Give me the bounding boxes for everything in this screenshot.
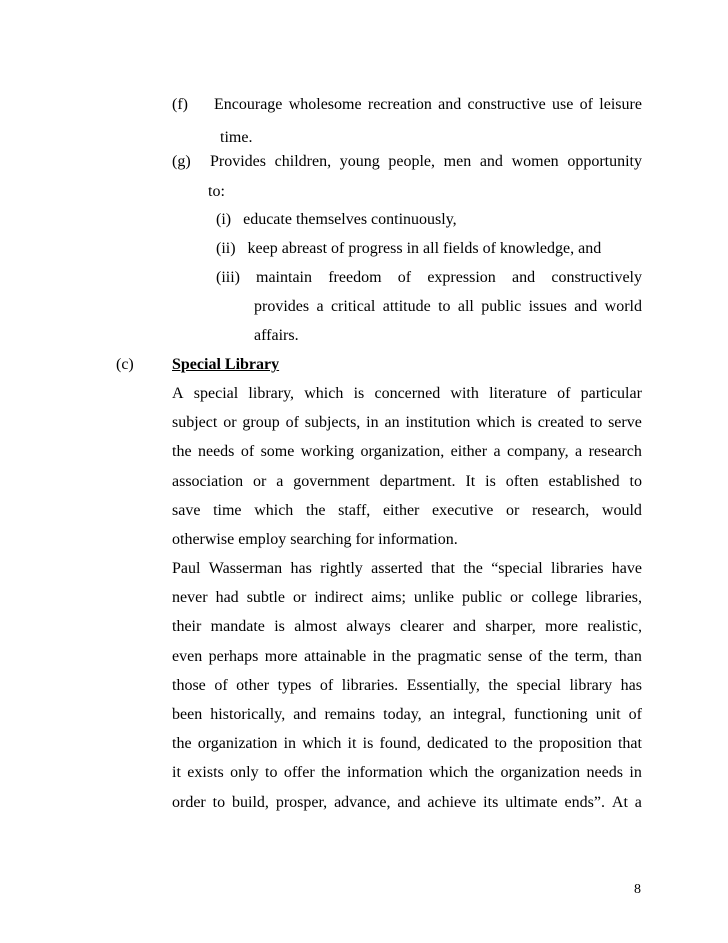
list-marker-g: (g) <box>172 153 191 170</box>
list-marker-f: (f) <box>172 96 188 113</box>
paragraph-line: never had subtle or indirect aims; unlike public or college libraries, <box>172 589 642 607</box>
sub-item-iii-line1: maintain freedom of expression and constructively <box>256 269 642 286</box>
list-item-f-line2: time. <box>220 129 253 146</box>
sub-item-iii-line3: affairs. <box>254 327 299 344</box>
sub-item-iii-marker: (iii) <box>216 269 240 286</box>
paragraph-line: otherwise employ searching for information. <box>172 531 458 548</box>
paragraph-line: those of other types of libraries. Essentially, the special library has <box>172 676 642 694</box>
paragraph-line: association or a government department. It is often established to <box>172 472 642 490</box>
list-item-g-line2: to: <box>208 183 225 200</box>
sub-item-i: (i) educate themselves continuously, <box>216 211 457 228</box>
section-heading: Special Library <box>172 356 280 373</box>
list-item-f-line1: Encourage wholesome recreation and constructive use of leisure <box>214 96 642 113</box>
paragraph-line: been historically, and remains today, an integral, functioning unit of <box>172 706 642 723</box>
paragraph-line: even perhaps more attainable in the pragmatic sense of the term, than <box>172 647 642 665</box>
list-item-g-line1: Provides children, young people, men and women opportunity <box>210 153 642 170</box>
sub-item-iii-line2: provides a critical attitude to all public issues and world <box>254 298 642 315</box>
paragraph-line: the organization in which it is found, dedicated to the proposition that <box>172 735 642 753</box>
paragraph-line: A special library, which is concerned with literature of particular <box>172 385 642 402</box>
paragraph-line: subject or group of subjects, in an institution which is created to serve <box>172 414 642 432</box>
paragraph-line: Paul Wasserman has rightly asserted that the “special libraries have <box>172 560 642 577</box>
section-marker-c: (c) <box>116 356 134 373</box>
page-number: 8 <box>634 882 641 897</box>
sub-item-ii: (ii) keep abreast of progress in all fields of knowledge, and <box>216 240 602 257</box>
paragraph-line: it exists only to offer the information which the organization needs in <box>172 764 642 782</box>
paragraph-line: save time which the staff, either executive or research, would <box>172 501 642 519</box>
paragraph-line: their mandate is almost always clearer and sharper, more realistic, <box>172 618 642 636</box>
paragraph-line: order to build, prosper, advance, and achieve its ultimate ends”. At a <box>172 793 642 811</box>
paragraph-line: the needs of some working organization, either a company, a research <box>172 443 642 461</box>
